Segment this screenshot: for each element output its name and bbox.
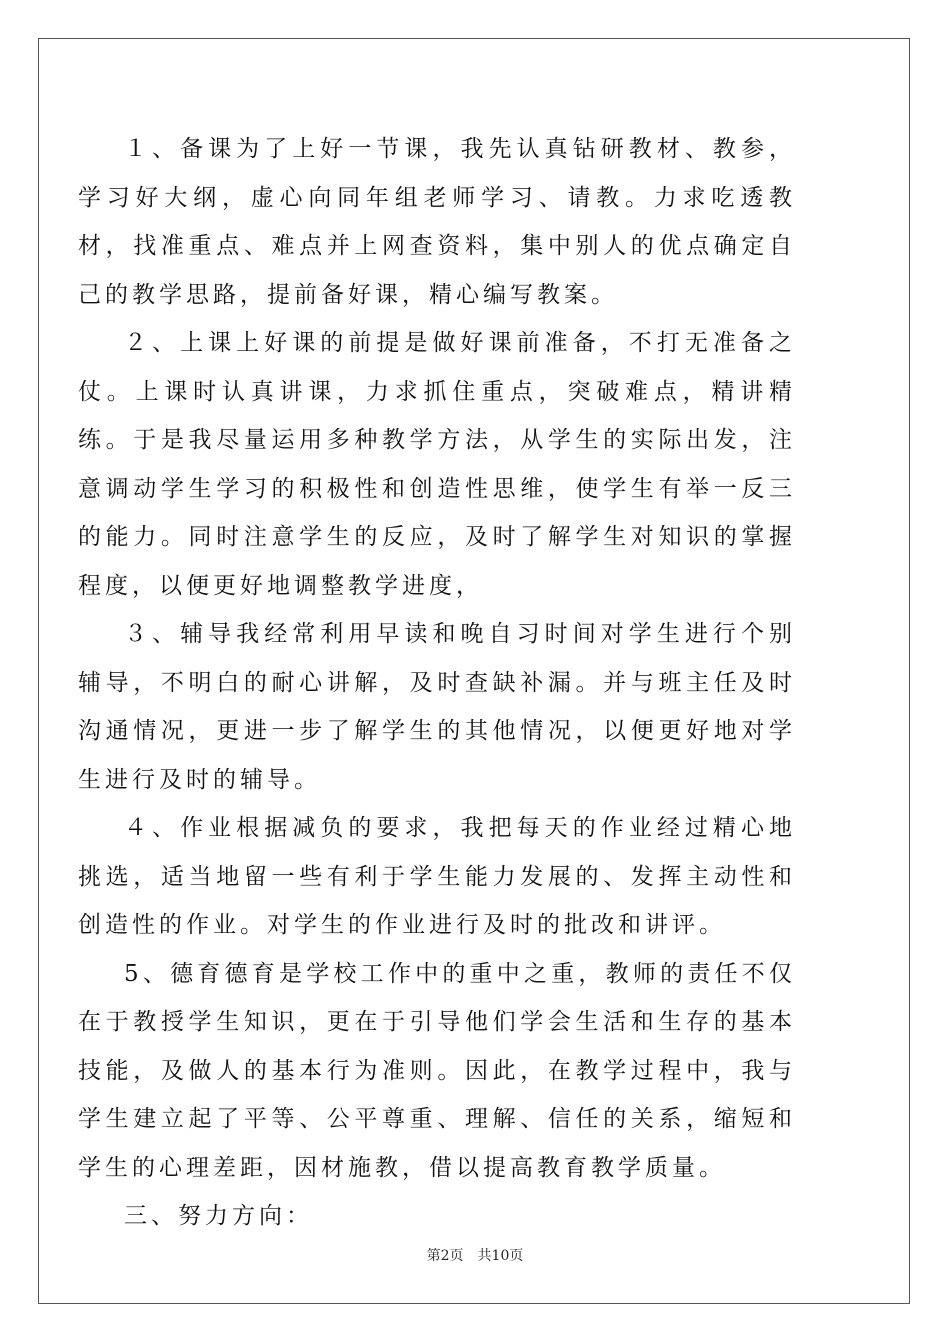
paragraph-tutoring: ３、辅导我经常利用早读和晚自习时间对学生进行个别辅导，不明白的耐心讲解，及时查缺补漏。并与班主任及时沟通情况，更进一步了解学生的其他情况，以便更好地对学生进行及时的辅导。 [78,621,796,793]
paragraph-moral-education: 5、德育德育是学校工作中的重中之重，教师的责任不仅在于教授学生知识，更在于引导他们学会生活和生存的基本技能，及做人的基本行为准则。因此，在教学过程中，我与学生建立起了平等、公平尊重、理解、信任的关系，缩短和学生的心理差距，因材施教，借以提高教育教学质量。 [78,960,796,1181]
paragraph-section-heading: 三、努力方向： [124,1203,313,1229]
page-number: 第2页 [426,1248,464,1264]
page-total: 共10页 [477,1248,524,1264]
document-body [78,125,796,1241]
paragraph-teaching: ２、上课上好课的前提是做好课前准备，不打无准备之仗。上课时认真讲课，力求抓住重点，突破难点，精讲精练。于是我尽量运用多种教学方法，从学生的实际出发，注意调动学生学习的积极性和创造性思维，使学生有举一反三的能力。同时注意学生的反应，及时了解学生对知识的掌握程度，以便更好地调整教学进度， [78,330,796,599]
paragraph-lesson-prep: １、备课为了上好一节课，我先认真钻研教材、教参，学习好大纲，虚心向同年组老师学习、请教。力求吃透教材，找准重点、难点并上网查资料，集中别人的优点确定自己的教学思路，提前备好课，精心编写教案。 [78,136,796,308]
page-footer [0,1247,950,1265]
paragraph-homework: ４、作业根据减负的要求，我把每天的作业经过精心地挑选，适当地留一些有利于学生能力发展的、发挥主动性和创造性的作业。对学生的作业进行及时的批改和讲评。 [78,815,796,938]
